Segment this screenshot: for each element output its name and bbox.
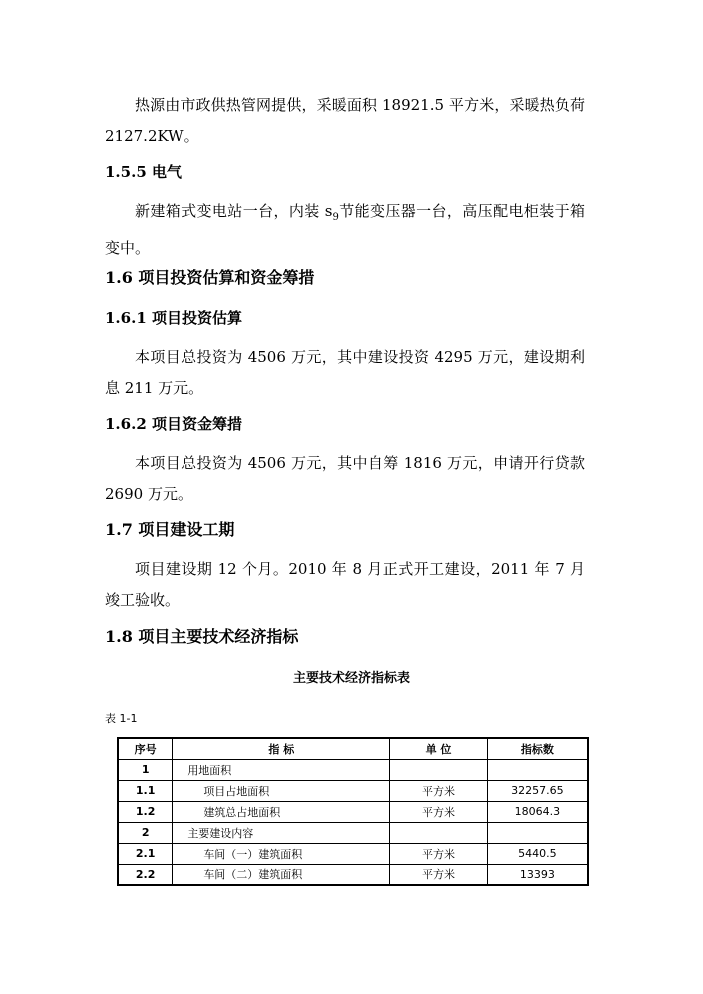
row-value: 5440.5 <box>487 843 588 864</box>
table-header-row <box>118 738 588 759</box>
transformer-subscript: 9 <box>332 212 339 223</box>
electrical-text-start: 新建箱式变电站一台，内装 s <box>135 202 333 220</box>
header-value: 指标数 <box>487 738 588 759</box>
section-heading-investment: 1.6 项目投资估算和资金筹措 <box>105 268 315 287</box>
table-label: 表 1-1 <box>105 712 138 725</box>
row-no: 2.2 <box>118 864 173 885</box>
row-unit: 平方米 <box>390 780 487 801</box>
row-name: 车间（二）建筑面积 <box>173 864 390 885</box>
header-unit: 单 位 <box>390 738 487 759</box>
row-name: 车间（一）建筑面积 <box>173 843 390 864</box>
table-title: 主要技术经济指标表 <box>292 671 410 686</box>
section-heading-indicators: 1.8 项目主要技术经济指标 <box>105 627 299 646</box>
row-name: 主要建设内容 <box>173 822 390 843</box>
electrical-text-end: 节能变压器一台，高压配电柜装于箱变中。 <box>105 202 585 257</box>
row-value <box>487 822 588 843</box>
table-row <box>118 801 588 822</box>
table-row <box>118 780 588 801</box>
row-name: 建筑总占地面积 <box>173 801 390 822</box>
row-value: 13393 <box>487 864 588 885</box>
row-no: 1 <box>118 759 173 780</box>
table-row <box>118 822 588 843</box>
row-unit <box>390 759 487 780</box>
row-unit: 平方米 <box>390 864 487 885</box>
table-row <box>118 759 588 780</box>
row-no: 2 <box>118 822 173 843</box>
row-unit <box>390 822 487 843</box>
row-value: 18064.3 <box>487 801 588 822</box>
row-unit: 平方米 <box>390 843 487 864</box>
table-row <box>118 864 588 885</box>
estimate-paragraph: 本项目总投资为 4506 万元，其中建设投资 4295 万元，建设期利息 211 万元。 <box>105 348 585 397</box>
row-no: 1.1 <box>118 780 173 801</box>
row-no: 1.2 <box>118 801 173 822</box>
section-heading-period: 1.7 项目建设工期 <box>105 520 235 539</box>
section-heading-estimate: 1.6.1 项目投资估算 <box>105 309 242 327</box>
row-name: 项目占地面积 <box>173 780 390 801</box>
table-row <box>118 843 588 864</box>
section-heading-electrical: 1.5.5 电气 <box>105 163 182 181</box>
header-name: 指 标 <box>173 738 390 759</box>
heating-paragraph: 热源由市政供热管网提供，采暖面积 18921.5 平方米，采暖热负荷 2127.2KW。 <box>105 96 585 145</box>
row-value: 32257.65 <box>487 780 588 801</box>
funding-paragraph: 本项目总投资为 4506 万元，其中自筹 1816 万元，申请开行贷款 2690 万元。 <box>105 454 585 503</box>
row-name: 用地面积 <box>173 759 390 780</box>
row-no: 2.1 <box>118 843 173 864</box>
row-value <box>487 759 588 780</box>
indicators-table <box>117 737 589 886</box>
period-paragraph: 项目建设期 12 个月。2010 年 8 月正式开工建设，2011 年 7 月竣工验收。 <box>105 560 585 609</box>
row-unit: 平方米 <box>390 801 487 822</box>
section-heading-funding: 1.6.2 项目资金筹措 <box>105 415 242 433</box>
electrical-paragraph <box>105 196 585 264</box>
header-no: 序号 <box>118 738 173 759</box>
